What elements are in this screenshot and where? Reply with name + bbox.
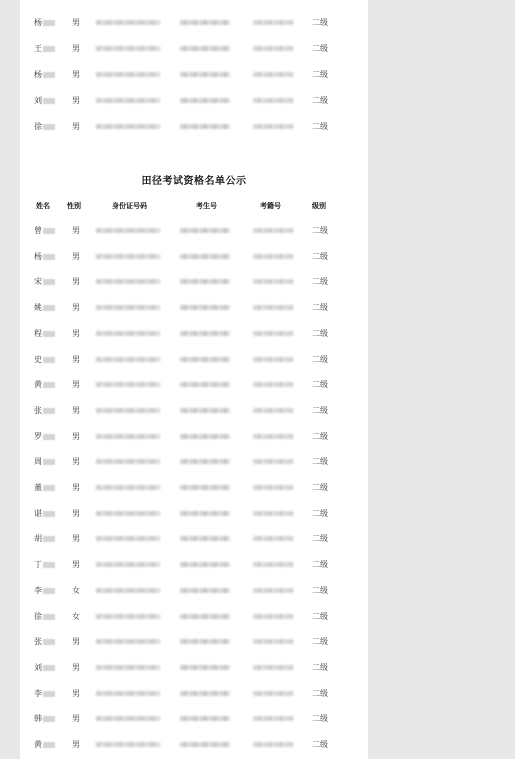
level-cell: 二级 <box>312 277 328 287</box>
redacted-given-name <box>43 331 55 337</box>
name-cell <box>34 95 60 107</box>
redacted-given-name <box>43 434 55 440</box>
name-cell <box>34 225 60 237</box>
redacted-exam-number <box>180 20 230 25</box>
redacted-id-number <box>96 408 160 413</box>
redacted-given-name <box>43 665 55 671</box>
redacted-ticket-number <box>253 536 293 541</box>
table-row <box>20 611 368 623</box>
level-cell: 二级 <box>312 740 328 749</box>
redacted-ticket-number <box>253 124 293 129</box>
redacted-given-name <box>43 20 55 26</box>
table-row <box>20 431 368 443</box>
surname-text: 韩 <box>34 714 42 724</box>
surname-text: 徐 <box>34 611 42 621</box>
name-cell <box>34 354 60 366</box>
surname-text: 杨 <box>34 70 42 79</box>
redacted-exam-number <box>180 562 230 567</box>
redacted-exam-number <box>180 279 230 284</box>
redacted-exam-number <box>180 485 230 490</box>
redacted-ticket-number <box>253 485 293 490</box>
redacted-given-name <box>43 382 55 388</box>
redacted-ticket-number <box>253 665 293 670</box>
level-cell: 二级 <box>312 560 328 570</box>
gender-cell: 男 <box>72 740 80 749</box>
redacted-id-number <box>96 98 160 103</box>
redacted-exam-number <box>180 98 230 103</box>
redacted-exam-number <box>180 536 230 541</box>
page-title: 田径考试资格名单公示 <box>141 176 247 187</box>
gender-cell: 男 <box>72 44 80 53</box>
table-row <box>20 636 368 648</box>
level-cell: 二级 <box>312 70 328 79</box>
table-row <box>20 482 368 494</box>
redacted-id-number <box>96 382 160 387</box>
gender-cell: 男 <box>72 18 80 27</box>
surname-text: 姚 <box>34 303 42 313</box>
table-row <box>20 17 368 29</box>
surname-text: 丁 <box>34 560 42 570</box>
viewer-left-margin <box>0 0 20 759</box>
redacted-id-number <box>96 665 160 670</box>
redacted-given-name <box>43 228 55 234</box>
redacted-ticket-number <box>253 588 293 593</box>
redacted-given-name <box>43 588 55 594</box>
table-row <box>20 662 368 674</box>
level-cell: 二级 <box>312 431 328 441</box>
gender-cell: 男 <box>72 483 80 492</box>
name-cell <box>34 713 60 725</box>
redacted-given-name <box>43 46 55 52</box>
surname-text: 周 <box>34 457 42 467</box>
redacted-exam-number <box>180 254 230 259</box>
gender-cell: 男 <box>72 457 80 467</box>
redacted-exam-number <box>180 614 230 619</box>
redacted-exam-number <box>180 742 230 747</box>
redacted-exam-number <box>180 511 230 516</box>
redacted-exam-number <box>180 639 230 644</box>
redacted-given-name <box>43 485 55 491</box>
redacted-given-name <box>43 716 55 722</box>
level-cell: 二级 <box>312 303 328 313</box>
surname-text: 黄 <box>34 740 42 749</box>
redacted-id-number <box>96 742 160 747</box>
redacted-exam-number <box>180 72 230 77</box>
redacted-exam-number <box>180 228 230 233</box>
table-row <box>20 328 368 340</box>
viewer-side-panel <box>368 0 515 759</box>
table-row <box>20 121 368 133</box>
redacted-ticket-number <box>253 742 293 747</box>
level-cell: 二级 <box>312 226 328 235</box>
redacted-ticket-number <box>253 639 293 644</box>
table-row <box>20 688 368 700</box>
name-cell <box>34 276 60 288</box>
name-cell <box>34 121 60 133</box>
surname-text: 罗 <box>34 431 42 441</box>
gender-cell: 男 <box>72 662 80 672</box>
redacted-given-name <box>43 408 55 414</box>
redacted-given-name <box>43 562 55 568</box>
redacted-ticket-number <box>253 279 293 284</box>
document-page <box>20 0 368 759</box>
level-cell: 二级 <box>312 714 328 724</box>
table-row <box>20 95 368 107</box>
gender-cell: 男 <box>72 380 80 390</box>
surname-text: 黄 <box>34 380 42 390</box>
redacted-id-number <box>96 279 160 284</box>
redacted-given-name <box>43 254 55 260</box>
name-cell <box>34 405 60 417</box>
name-cell <box>34 688 60 700</box>
table-row <box>20 585 368 597</box>
redacted-id-number <box>96 459 160 464</box>
level-cell: 二级 <box>312 44 328 53</box>
gender-cell: 男 <box>72 560 80 570</box>
surname-text: 刘 <box>34 96 42 105</box>
name-cell <box>34 251 60 263</box>
gender-cell: 女 <box>72 585 80 595</box>
redacted-exam-number <box>180 459 230 464</box>
gender-cell: 男 <box>72 637 80 647</box>
name-cell <box>34 508 60 520</box>
table-row <box>20 405 368 417</box>
redacted-id-number <box>96 614 160 619</box>
table-row <box>20 276 368 288</box>
table-row <box>20 69 368 81</box>
redacted-given-name <box>43 511 55 517</box>
gender-cell: 男 <box>72 508 80 518</box>
gender-cell: 男 <box>72 431 80 441</box>
redacted-id-number <box>96 124 160 129</box>
redacted-ticket-number <box>253 716 293 721</box>
redacted-given-name <box>43 124 55 130</box>
level-cell: 二级 <box>312 457 328 467</box>
surname-text: 杨 <box>34 251 42 261</box>
redacted-exam-number <box>180 331 230 336</box>
table-row <box>20 508 368 520</box>
redacted-given-name <box>43 536 55 542</box>
redacted-ticket-number <box>253 254 293 259</box>
redacted-id-number <box>96 588 160 593</box>
gender-cell: 男 <box>72 714 80 724</box>
surname-text: 谌 <box>34 508 42 518</box>
level-cell: 二级 <box>312 122 328 131</box>
redacted-ticket-number <box>253 46 293 51</box>
name-cell <box>34 662 60 674</box>
gender-cell: 男 <box>72 96 80 105</box>
gender-cell: 男 <box>72 328 80 338</box>
surname-text: 张 <box>34 637 42 647</box>
level-cell: 二级 <box>312 585 328 595</box>
redacted-given-name <box>43 357 55 363</box>
name-cell <box>34 17 60 29</box>
name-cell <box>34 328 60 340</box>
level-cell: 二级 <box>312 508 328 518</box>
header-level: 级别 <box>312 201 326 210</box>
redacted-exam-number <box>180 588 230 593</box>
redacted-id-number <box>96 305 160 310</box>
table-row <box>20 225 368 237</box>
redacted-id-number <box>96 72 160 77</box>
redacted-given-name <box>43 72 55 78</box>
redacted-ticket-number <box>253 357 293 362</box>
name-cell <box>34 559 60 571</box>
redacted-id-number <box>96 434 160 439</box>
table-row <box>20 354 368 366</box>
redacted-id-number <box>96 536 160 541</box>
redacted-exam-number <box>180 382 230 387</box>
table-row <box>20 739 368 751</box>
table-row <box>20 379 368 391</box>
gender-cell: 男 <box>72 70 80 79</box>
redacted-given-name <box>43 98 55 104</box>
redacted-ticket-number <box>253 408 293 413</box>
level-cell: 二级 <box>312 483 328 492</box>
redacted-exam-number <box>180 305 230 310</box>
redacted-exam-number <box>180 665 230 670</box>
level-cell: 二级 <box>312 251 328 261</box>
name-cell <box>34 636 60 648</box>
surname-text: 杨 <box>34 18 42 27</box>
redacted-ticket-number <box>253 305 293 310</box>
level-cell: 二级 <box>312 688 328 698</box>
redacted-id-number <box>96 46 160 51</box>
redacted-id-number <box>96 716 160 721</box>
level-cell: 二级 <box>312 18 328 27</box>
level-cell: 二级 <box>312 637 328 647</box>
surname-text: 李 <box>34 585 42 595</box>
header-exam-number: 考生号 <box>196 201 217 210</box>
surname-text: 徐 <box>34 122 42 131</box>
redacted-exam-number <box>180 124 230 129</box>
name-cell <box>34 302 60 314</box>
redacted-given-name <box>43 614 55 620</box>
redacted-exam-number <box>180 434 230 439</box>
level-cell: 二级 <box>312 96 328 105</box>
redacted-ticket-number <box>253 434 293 439</box>
redacted-id-number <box>96 357 160 362</box>
gender-cell: 男 <box>72 277 80 287</box>
surname-text: 张 <box>34 405 42 415</box>
header-name: 姓名 <box>36 201 50 210</box>
redacted-given-name <box>43 305 55 311</box>
redacted-ticket-number <box>253 98 293 103</box>
name-cell <box>34 533 60 545</box>
redacted-id-number <box>96 511 160 516</box>
name-cell <box>34 431 60 443</box>
level-cell: 二级 <box>312 354 328 364</box>
redacted-ticket-number <box>253 331 293 336</box>
name-cell <box>34 739 60 751</box>
level-cell: 二级 <box>312 380 328 390</box>
name-cell <box>34 482 60 494</box>
gender-cell: 男 <box>72 226 80 235</box>
table-row <box>20 533 368 545</box>
surname-text: 宋 <box>34 277 42 287</box>
redacted-ticket-number <box>253 228 293 233</box>
table-row <box>20 251 368 263</box>
table-row <box>20 456 368 468</box>
redacted-exam-number <box>180 357 230 362</box>
gender-cell: 男 <box>72 122 80 131</box>
redacted-id-number <box>96 20 160 25</box>
redacted-exam-number <box>180 408 230 413</box>
redacted-given-name <box>43 279 55 285</box>
redacted-id-number <box>96 331 160 336</box>
surname-text: 程 <box>34 328 42 338</box>
header-ticket-number: 考籍号 <box>260 201 281 210</box>
name-cell <box>34 611 60 623</box>
redacted-id-number <box>96 485 160 490</box>
table-row <box>20 559 368 571</box>
redacted-id-number <box>96 639 160 644</box>
level-cell: 二级 <box>312 534 328 544</box>
redacted-id-number <box>96 691 160 696</box>
name-cell <box>34 43 60 55</box>
gender-cell: 男 <box>72 688 80 698</box>
gender-cell: 男 <box>72 354 80 364</box>
header-gender: 性别 <box>67 201 81 210</box>
redacted-exam-number <box>180 46 230 51</box>
surname-text: 史 <box>34 354 42 364</box>
surname-text: 王 <box>34 44 42 53</box>
level-cell: 二级 <box>312 611 328 621</box>
redacted-id-number <box>96 228 160 233</box>
gender-cell: 女 <box>72 611 80 621</box>
gender-cell: 男 <box>72 534 80 544</box>
level-cell: 二级 <box>312 328 328 338</box>
redacted-given-name <box>43 639 55 645</box>
table-row <box>20 43 368 55</box>
header-id-number: 身份证号码 <box>112 201 147 210</box>
redacted-id-number <box>96 254 160 259</box>
level-cell: 二级 <box>312 662 328 672</box>
table-row <box>20 302 368 314</box>
gender-cell: 男 <box>72 405 80 415</box>
redacted-ticket-number <box>253 382 293 387</box>
surname-text: 李 <box>34 688 42 698</box>
redacted-ticket-number <box>253 72 293 77</box>
gender-cell: 男 <box>72 251 80 261</box>
level-cell: 二级 <box>312 405 328 415</box>
name-cell <box>34 379 60 391</box>
redacted-id-number <box>96 562 160 567</box>
name-cell <box>34 585 60 597</box>
redacted-given-name <box>43 691 55 697</box>
redacted-exam-number <box>180 691 230 696</box>
redacted-ticket-number <box>253 20 293 25</box>
gender-cell: 男 <box>72 303 80 313</box>
redacted-ticket-number <box>253 614 293 619</box>
redacted-given-name <box>43 742 55 748</box>
surname-text: 董 <box>34 483 42 492</box>
redacted-ticket-number <box>253 511 293 516</box>
redacted-ticket-number <box>253 562 293 567</box>
surname-text: 刘 <box>34 662 42 672</box>
table-header-row <box>20 200 368 212</box>
redacted-ticket-number <box>253 691 293 696</box>
redacted-ticket-number <box>253 459 293 464</box>
surname-text: 曾 <box>34 226 42 235</box>
table-row <box>20 713 368 725</box>
redacted-exam-number <box>180 716 230 721</box>
redacted-given-name <box>43 459 55 465</box>
name-cell <box>34 69 60 81</box>
name-cell <box>34 456 60 468</box>
surname-text: 胡 <box>34 534 42 544</box>
